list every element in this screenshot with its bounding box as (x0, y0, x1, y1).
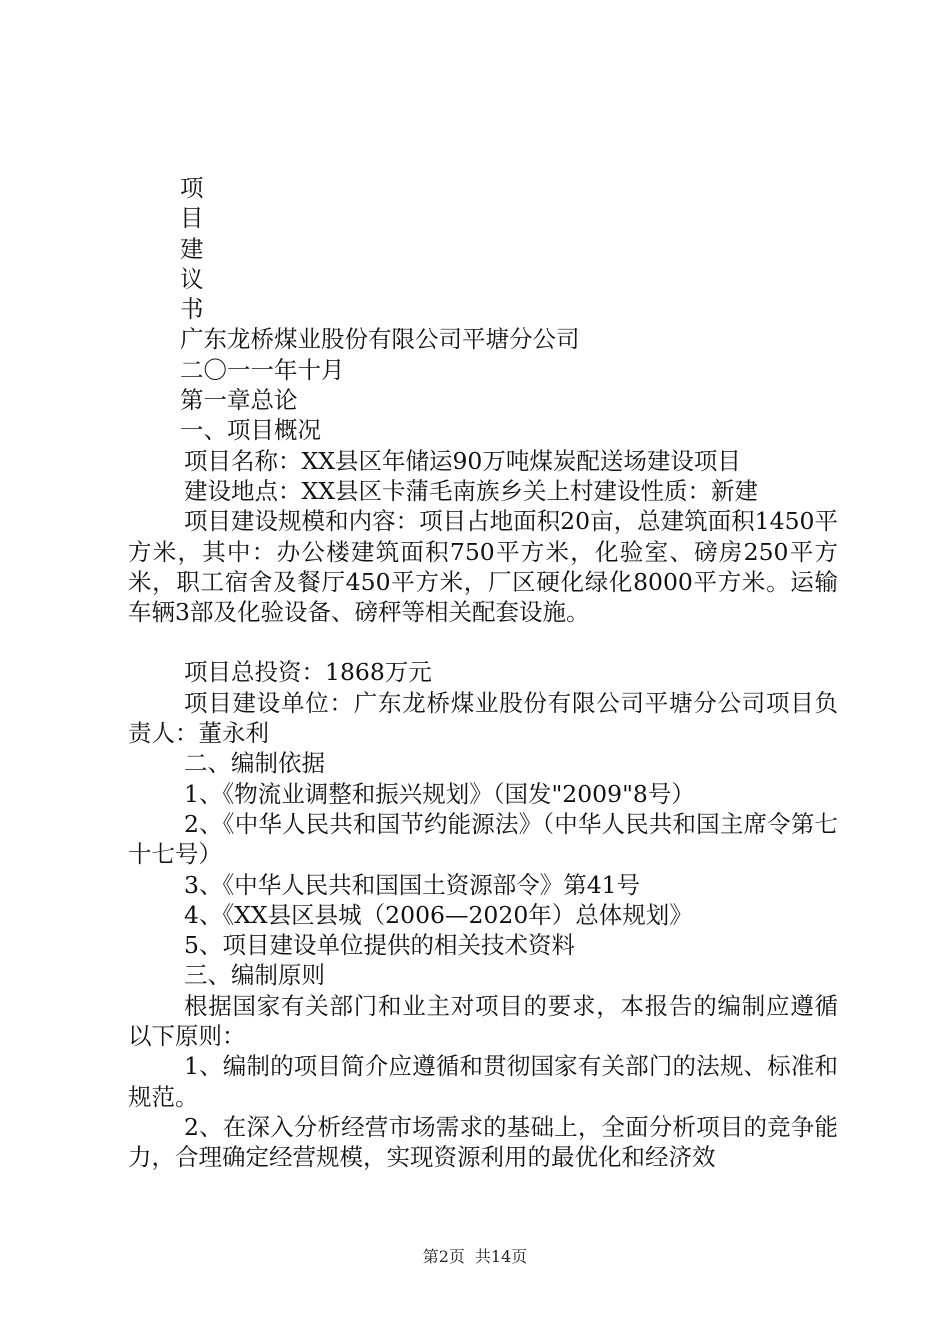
page-footer (0, 1244, 950, 1267)
section-heading: 一、项目概况 (180, 416, 321, 445)
title-char: 项 (180, 174, 204, 202)
document-date: 二〇一一年十月 (180, 355, 345, 384)
company-name: 广东龙桥煤业股份有限公司平塘分公司 (180, 325, 580, 354)
project-investment: 项目总投资：1868万元 (184, 658, 432, 687)
basis-item: 2、《中华人民共和国节约能源法》（中华人民共和国主席令第七十七号） (128, 809, 838, 869)
chapter-heading: 第一章总论 (180, 386, 298, 415)
principles-intro: 根据国家有关部门和业主对项目的要求，本报告的编制应遵循以下原则： (128, 991, 838, 1051)
basis-item: 1、《物流业调整和振兴规划》（国发"2009"8号） (184, 779, 695, 808)
title-char: 议 (180, 264, 204, 293)
principle-item: 2、在深入分析经营市场需求的基础上，全面分析项目的竞争能力，合理确定经营规模，实现资源利用的最优化和经济效 (128, 1112, 838, 1172)
basis-item: 5、项目建设单位提供的相关技术资料 (184, 931, 575, 960)
page-total: 共14页 (474, 1247, 528, 1266)
title-char: 书 (180, 295, 204, 324)
project-location: 建设地点：XX县区卡蒲毛南族乡关上村建设性质：新建 (184, 476, 758, 505)
basis-item: 4、《XX县区县城（2006—2020年）总体规划》 (184, 900, 693, 929)
project-unit-paragraph: 项目建设单位：广东龙桥煤业股份有限公司平塘分公司项目负责人：董永利 (128, 688, 838, 748)
document-body (128, 173, 838, 1173)
title-char: 目 (180, 204, 204, 233)
principle-item: 1、编制的项目简介应遵循和贯彻国家有关部门的法规、标准和规范。 (128, 1052, 838, 1111)
project-name: 项目名称：XX县区年储运90万吨煤炭配送场建设项目 (184, 446, 741, 475)
section-heading: 二、编制依据 (184, 749, 325, 778)
title-char: 建 (180, 234, 204, 263)
page-number: 第2页 (422, 1247, 465, 1266)
paragraph-gap (128, 627, 838, 657)
project-scale-paragraph: 项目建设规模和内容：项目占地面积20亩，总建筑面积1450平方米，其中：办公楼建筑面积750平方米，化验室、磅房250平方米，职工宿舍及餐厅450平方米，厂区硬化绿化8000平方米。运输车辆3部及化验设备、磅秤等相关配套设施。 (128, 507, 838, 627)
section-heading: 三、编制原则 (184, 961, 325, 990)
basis-item: 3、《中华人民共和国国土资源部令》第41号 (184, 870, 641, 899)
